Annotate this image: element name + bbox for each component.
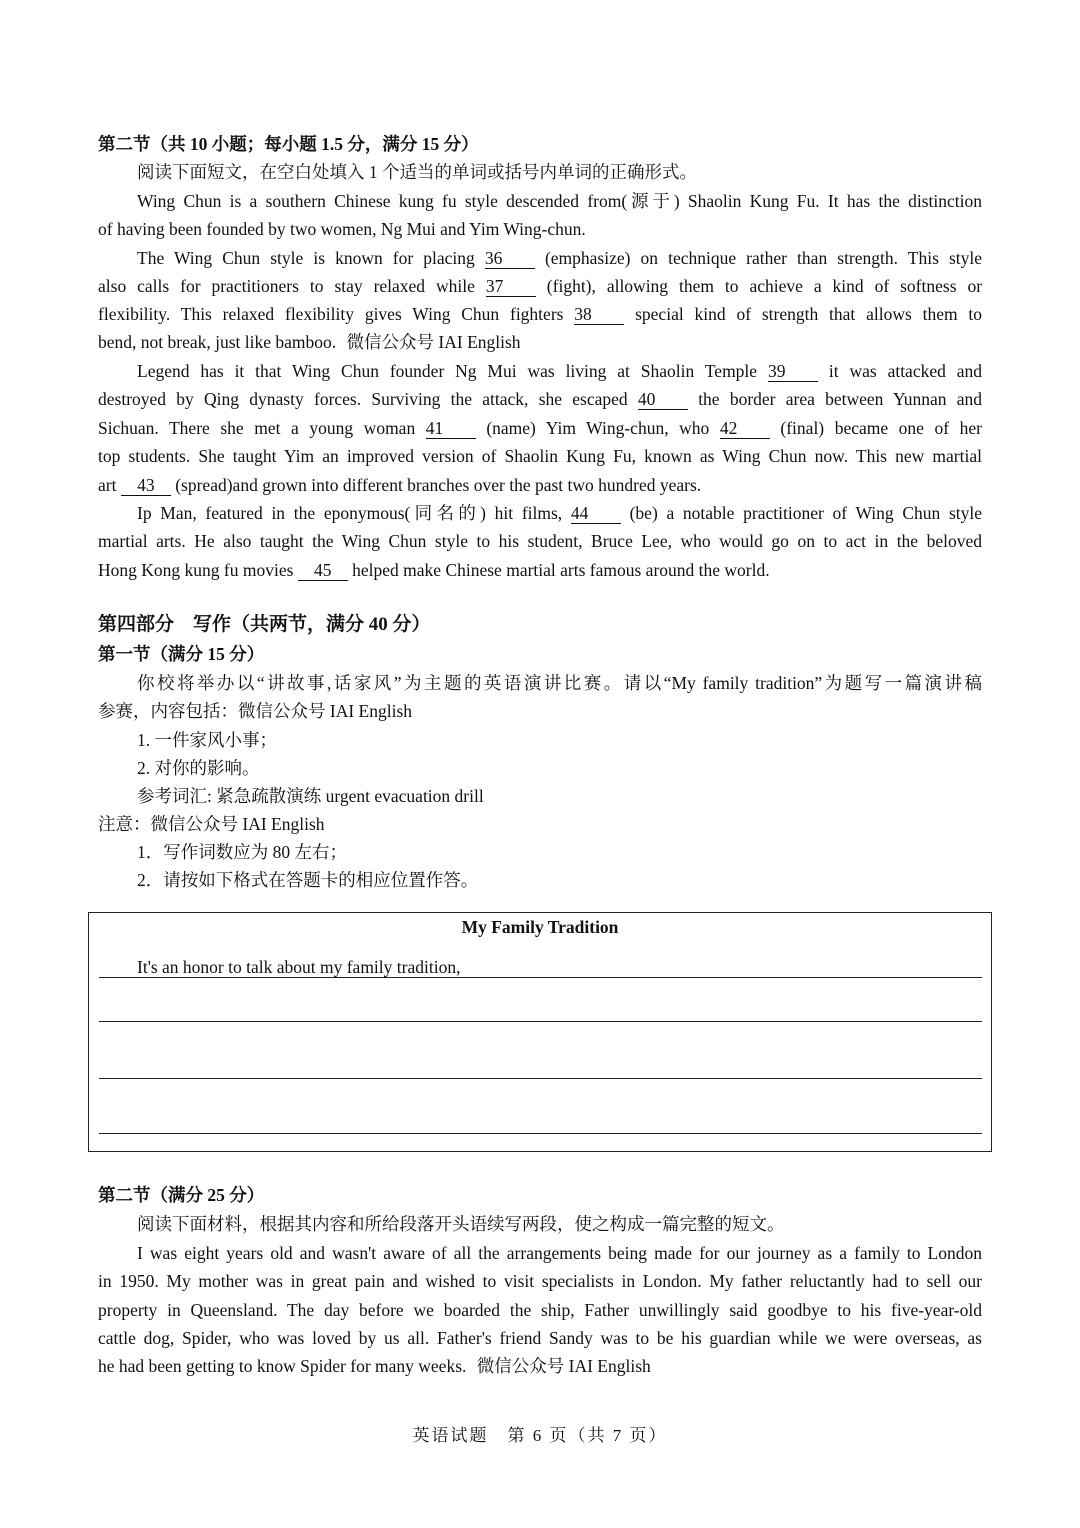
task-line: 你校将举办以“讲故事,话家风”为主题的英语演讲比赛。请以“My family tradition”为题写一篇演讲稿 bbox=[137, 673, 982, 693]
passage-line: property in Queensland. The day before we boarded the ship, Father unwillingly said goodbye to his five-year-old bbox=[98, 1300, 982, 1320]
text-segment: (fight), allowing them to achieve a kind of softness or bbox=[546, 276, 983, 296]
answer-line bbox=[99, 1133, 982, 1134]
text-segment: (name) Yim Wing-chun, who bbox=[486, 418, 710, 438]
text-segment: the border area between Yunnan and bbox=[698, 389, 983, 409]
blank-42: 42 bbox=[720, 418, 770, 439]
passage-line: martial arts. He also taught the Wing Chun style to his student, Bruce Lee, who would go on to act in the beloved bbox=[98, 531, 982, 551]
note-title: 注意：微信公众号 IAI English bbox=[98, 814, 325, 834]
answer-box bbox=[88, 912, 992, 1152]
blank-44: 44 bbox=[571, 503, 621, 524]
text-segment: helped make Chinese martial arts famous around the world. bbox=[352, 560, 770, 580]
watermark-text: 微信公众号 IAI English bbox=[476, 1356, 651, 1376]
passage-line: I was eight years old and wasn't aware of all the arrangements being made for our journey as a family to London bbox=[137, 1243, 982, 1263]
passage-line bbox=[137, 244, 982, 272]
passage-line: top students. She taught Yim an improved version of Shaolin Kung Fu, known as Wing Chun now. This new martial bbox=[98, 446, 982, 466]
passage-line bbox=[98, 328, 982, 356]
answer-line bbox=[99, 1078, 982, 1079]
text-segment: (be) a notable practitioner of Wing Chun style bbox=[629, 503, 982, 523]
blank-38: 38 bbox=[574, 304, 624, 325]
answer-line bbox=[99, 977, 982, 978]
passage-line: Wing Chun is a southern Chinese kung fu style descended from(源于) Shaolin Kung Fu. It has the distinction bbox=[137, 191, 982, 211]
section-instruction: 阅读下面短文，在空白处填入 1 个适当的单词或括号内单词的正确形式。 bbox=[137, 162, 697, 182]
text-segment: it was attacked and bbox=[828, 361, 983, 381]
blank-37: 37 bbox=[486, 276, 536, 297]
text-segment: The Wing Chun style is known for placing bbox=[137, 248, 475, 268]
text-segment: he had been getting to know Spider for many weeks. bbox=[98, 1356, 467, 1376]
blank-39: 39 bbox=[768, 361, 818, 382]
passage-line bbox=[98, 414, 982, 442]
task-item: 1. 一件家风小事； bbox=[137, 730, 277, 750]
text-segment: art bbox=[98, 475, 117, 495]
text-segment: destroyed by Qing dynasty forces. Surviving the attack, she escaped bbox=[98, 389, 628, 409]
blank-41: 41 bbox=[426, 418, 476, 439]
passage-line bbox=[98, 385, 982, 413]
section-instruction: 阅读下面材料，根据其内容和所给段落开头语续写两段，使之构成一篇完整的短文。 bbox=[137, 1214, 785, 1234]
text-segment: (spread)and grown into different branches over the past two hundred years. bbox=[175, 475, 702, 495]
text-segment: flexibility. This relaxed flexibility gives Wing Chun fighters bbox=[98, 304, 564, 324]
reference-vocab: 参考词汇: 紧急疏散演练 urgent evacuation drill bbox=[137, 786, 484, 806]
text-segment: Ip Man, featured in the eponymous(同名的) hit films, bbox=[137, 503, 563, 523]
passage-line: cattle dog, Spider, who was loved by us all. Father's friend Sandy was to be his guardian while we were overseas, as bbox=[98, 1328, 982, 1348]
passage-line bbox=[98, 471, 982, 499]
note-item: 1．写作词数应为 80 左右； bbox=[137, 842, 347, 862]
text-segment: Legend has it that Wing Chun founder Ng Mui was living at Shaolin Temple bbox=[137, 361, 758, 381]
blank-40: 40 bbox=[638, 389, 688, 410]
text-segment: also calls for practitioners to stay relaxed while bbox=[98, 276, 475, 296]
section-title: 第二节（共 10 小题；每小题 1.5 分，满分 15 分） bbox=[98, 134, 479, 154]
text-segment: special kind of strength that allows them to bbox=[635, 304, 983, 324]
blank-45: 45 bbox=[298, 560, 348, 581]
page-footer: 英语试题 第 6 页（共 7 页） bbox=[412, 1426, 668, 1445]
starter-sentence: It's an honor to talk about my family tradition, bbox=[137, 957, 461, 977]
answer-box-title: My Family Tradition bbox=[461, 917, 619, 937]
passage-line bbox=[137, 499, 982, 527]
text-segment: Hong Kong kung fu movies bbox=[98, 560, 294, 580]
task-item: 2. 对你的影响。 bbox=[137, 758, 260, 778]
text-segment: (final) became one of her bbox=[780, 418, 982, 438]
note-item: 2．请按如下格式在答题卡的相应位置作答。 bbox=[137, 870, 479, 890]
passage-line bbox=[98, 300, 982, 328]
passage-line: of having been founded by two women, Ng Mui and Yim Wing-chun. bbox=[98, 219, 586, 239]
passage-line bbox=[98, 1352, 982, 1380]
text-segment: (emphasize) on technique rather than strength. This style bbox=[544, 248, 983, 268]
answer-line bbox=[99, 1021, 982, 1022]
blank-43: 43 bbox=[121, 475, 171, 496]
passage-line bbox=[137, 357, 982, 385]
blank-36: 36 bbox=[485, 248, 535, 269]
text-segment: Sichuan. There she met a young woman bbox=[98, 418, 416, 438]
text-segment: bend, not break, just like bamboo. bbox=[98, 332, 337, 352]
task-line: 参赛，内容包括：微信公众号 IAI English bbox=[98, 701, 413, 721]
part-title: 第四部分 写作（共两节，满分 40 分） bbox=[98, 614, 431, 635]
passage-line bbox=[98, 556, 982, 584]
section-title: 第二节（满分 25 分） bbox=[98, 1185, 265, 1205]
passage-line bbox=[98, 272, 982, 300]
passage-line: in 1950. My mother was in great pain and wished to visit specialists in London. My father reluctantly had to sell our bbox=[98, 1271, 982, 1291]
section-title: 第一节（满分 15 分） bbox=[98, 644, 265, 664]
watermark-text: 微信公众号 IAI English bbox=[346, 332, 521, 352]
